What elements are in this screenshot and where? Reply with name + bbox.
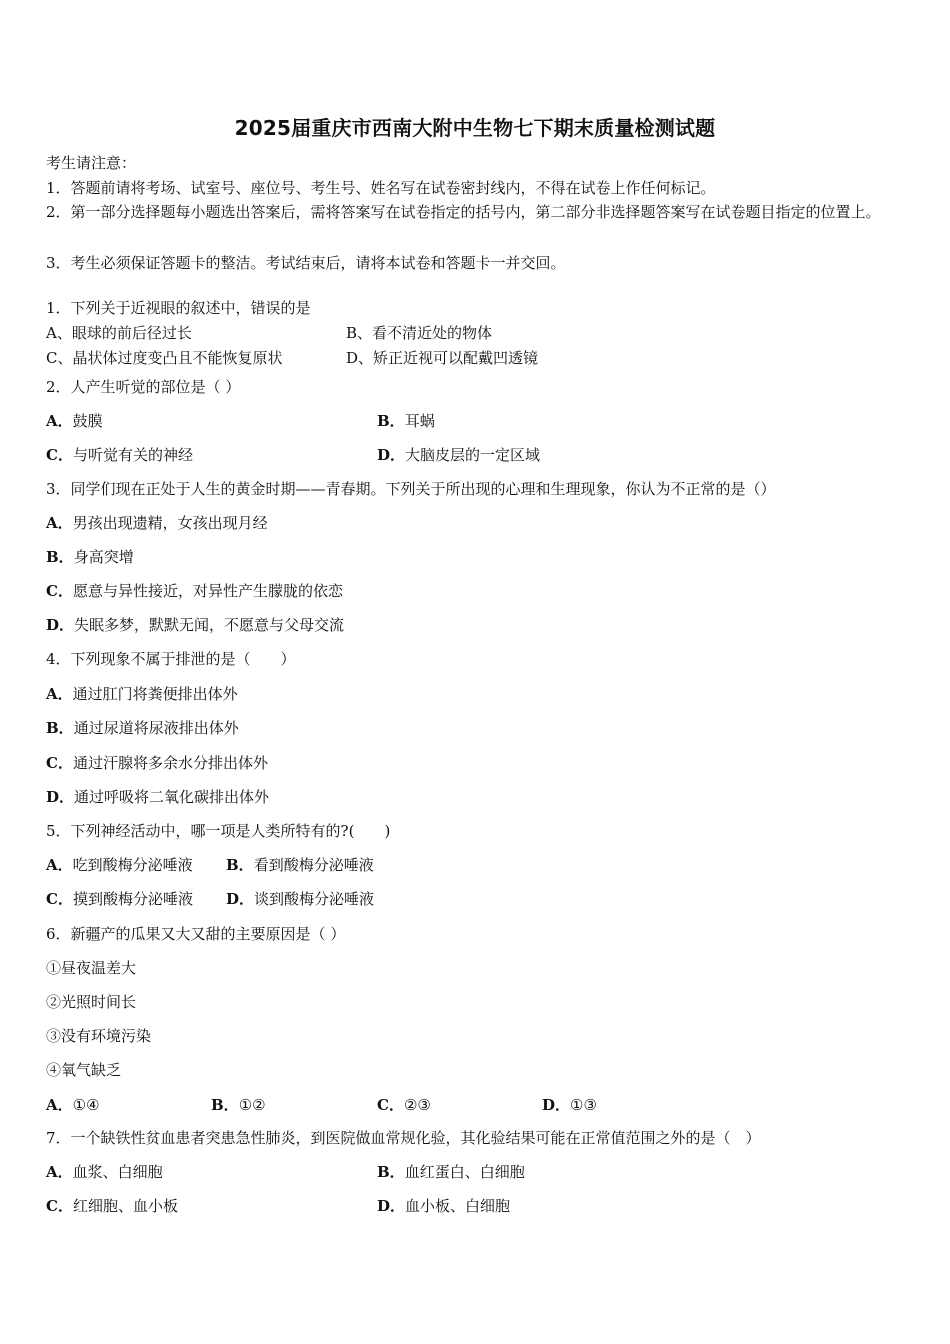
q4-option-c xyxy=(46,753,268,773)
q4-option-b xyxy=(46,718,239,738)
option-text: 通过汗腺将多余水分排出体外 xyxy=(72,754,268,772)
option-text: 通过尿道将尿液排出体外 xyxy=(73,719,239,737)
option-letter: B． xyxy=(377,1163,405,1181)
q5-option-a xyxy=(46,855,193,875)
option-text: ②③ xyxy=(403,1096,431,1114)
q6-statement-2: ②光照时间长 xyxy=(46,993,137,1011)
option-text: 失眠多梦，默默无闻，不愿意与父母交流 xyxy=(74,616,345,634)
page-title: 2025届重庆市西南大附中生物七下期末质量检测试题 xyxy=(234,116,716,140)
option-letter: D． xyxy=(46,788,75,806)
q2-option-c xyxy=(46,445,193,465)
option-text: 愿意与异性接近，对异性产生朦胧的依恋 xyxy=(72,582,343,600)
option-text: 男孩出现遗精，女孩出现月经 xyxy=(72,514,268,532)
q7-option-a xyxy=(46,1162,163,1182)
option-text: 大脑皮层的一定区域 xyxy=(405,446,541,464)
option-letter: B． xyxy=(377,412,405,430)
option-text: ①③ xyxy=(570,1096,597,1114)
option-letter: D． xyxy=(377,1197,406,1215)
option-letter: D． xyxy=(46,616,75,634)
option-letter: A． xyxy=(46,685,73,703)
q3-option-d xyxy=(46,615,344,635)
option-text: 通过呼吸将二氧化碳排出体外 xyxy=(74,788,270,806)
option-text: 血红蛋白、白细胞 xyxy=(404,1163,525,1181)
option-text: 谈到酸梅分泌唾液 xyxy=(254,890,375,908)
option-letter: D． xyxy=(377,446,406,464)
option-letter: B． xyxy=(46,548,74,566)
q5-option-b xyxy=(226,855,374,875)
option-text: 摸到酸梅分泌唾液 xyxy=(72,890,193,908)
option-text: 血浆、白细胞 xyxy=(72,1163,163,1181)
option-text: 看到酸梅分泌唾液 xyxy=(253,856,374,874)
option-letter: C． xyxy=(46,446,73,464)
q7-option-d xyxy=(377,1196,510,1216)
q4-option-d xyxy=(46,787,269,807)
q2-option-d xyxy=(377,445,540,465)
q6-option-a xyxy=(46,1095,100,1115)
question-6-stem: 6．新疆产的瓜果又大又甜的主要原因是（ ） xyxy=(46,925,346,943)
notice-heading: 考生请注意： xyxy=(46,154,137,172)
notice-item-3: 3．考生必须保证答题卡的整洁。考试结束后，请将本试卷和答题卡一并交回。 xyxy=(46,254,566,272)
notice-item-1: 1．答题前请将考场、试室号、座位号、考生号、姓名写在试卷密封线内，不得在试卷上作任何标记。 xyxy=(46,179,716,197)
option-letter: A． xyxy=(46,1163,73,1181)
q6-statement-4: ④氧气缺乏 xyxy=(46,1061,122,1079)
q3-option-b xyxy=(46,547,134,567)
q1-option-d: D、矫正近视可以配戴凹透镜 xyxy=(346,349,539,367)
option-letter: A． xyxy=(46,514,73,532)
q6-option-d xyxy=(542,1095,597,1115)
q1-option-c: C、晶状体过度变凸且不能恢复原状 xyxy=(46,349,283,367)
q5-option-d xyxy=(226,889,374,909)
option-letter: A． xyxy=(46,1096,73,1114)
q3-option-c xyxy=(46,581,343,601)
option-letter: A． xyxy=(46,856,73,874)
q6-option-b xyxy=(211,1095,266,1115)
option-letter: A． xyxy=(46,412,73,430)
q3-option-a xyxy=(46,513,268,533)
option-text: 耳蜗 xyxy=(404,412,435,430)
option-letter: C． xyxy=(46,890,73,908)
option-letter: C． xyxy=(46,754,73,772)
q2-option-a xyxy=(46,411,103,431)
option-letter: B． xyxy=(211,1096,239,1114)
q1-option-b: B、看不清近处的物体 xyxy=(346,324,493,342)
question-7-stem: 7．一个缺铁性贫血患者突患急性肺炎，到医院做血常规化验，其化验结果可能在正常值范围之外的是（ ） xyxy=(46,1129,761,1147)
option-letter: C． xyxy=(377,1096,404,1114)
option-text: 吃到酸梅分泌唾液 xyxy=(72,856,193,874)
q7-option-b xyxy=(377,1162,525,1182)
option-letter: B． xyxy=(226,856,254,874)
q2-option-b xyxy=(377,411,435,431)
q7-option-c xyxy=(46,1196,178,1216)
q1-option-a: A、眼球的前后径过长 xyxy=(46,324,192,342)
option-text: ①④ xyxy=(72,1096,100,1114)
notice-item-2: 2．第一部分选择题每小题选出答案后，需将答案写在试卷指定的括号内，第二部分非选择题答案写在试卷题目指定的位置上。 xyxy=(46,203,881,221)
option-text: 身高突增 xyxy=(73,548,134,566)
q5-option-c xyxy=(46,889,193,909)
question-3-stem: 3．同学们现在正处于人生的黄金时期——青春期。下列关于所出现的心理和生理现象，你认为不正常的是（） xyxy=(46,480,776,498)
q4-option-a xyxy=(46,684,238,704)
option-letter: C． xyxy=(46,1197,73,1215)
option-letter: B． xyxy=(46,719,74,737)
question-1-stem: 1．下列关于近视眼的叙述中，错误的是 xyxy=(46,299,311,317)
q6-statement-3: ③没有环境污染 xyxy=(46,1027,152,1045)
option-letter: D． xyxy=(542,1096,571,1114)
question-2-stem: 2．人产生听觉的部位是（ ） xyxy=(46,378,241,396)
option-text: 血小板、白细胞 xyxy=(405,1197,511,1215)
option-text: 与听觉有关的神经 xyxy=(72,446,193,464)
question-5-stem: 5．下列神经活动中，哪一项是人类所特有的?( ) xyxy=(46,822,391,840)
option-letter: C． xyxy=(46,582,73,600)
option-text: 通过肛门将粪便排出体外 xyxy=(72,685,238,703)
q6-option-c xyxy=(377,1095,431,1115)
option-text: ①② xyxy=(238,1096,266,1114)
option-letter: D． xyxy=(226,890,255,908)
option-text: 红细胞、血小板 xyxy=(72,1197,178,1215)
question-4-stem: 4．下列现象不属于排泄的是（ ） xyxy=(46,650,296,668)
q6-statement-1: ①昼夜温差大 xyxy=(46,959,137,977)
option-text: 鼓膜 xyxy=(72,412,103,430)
